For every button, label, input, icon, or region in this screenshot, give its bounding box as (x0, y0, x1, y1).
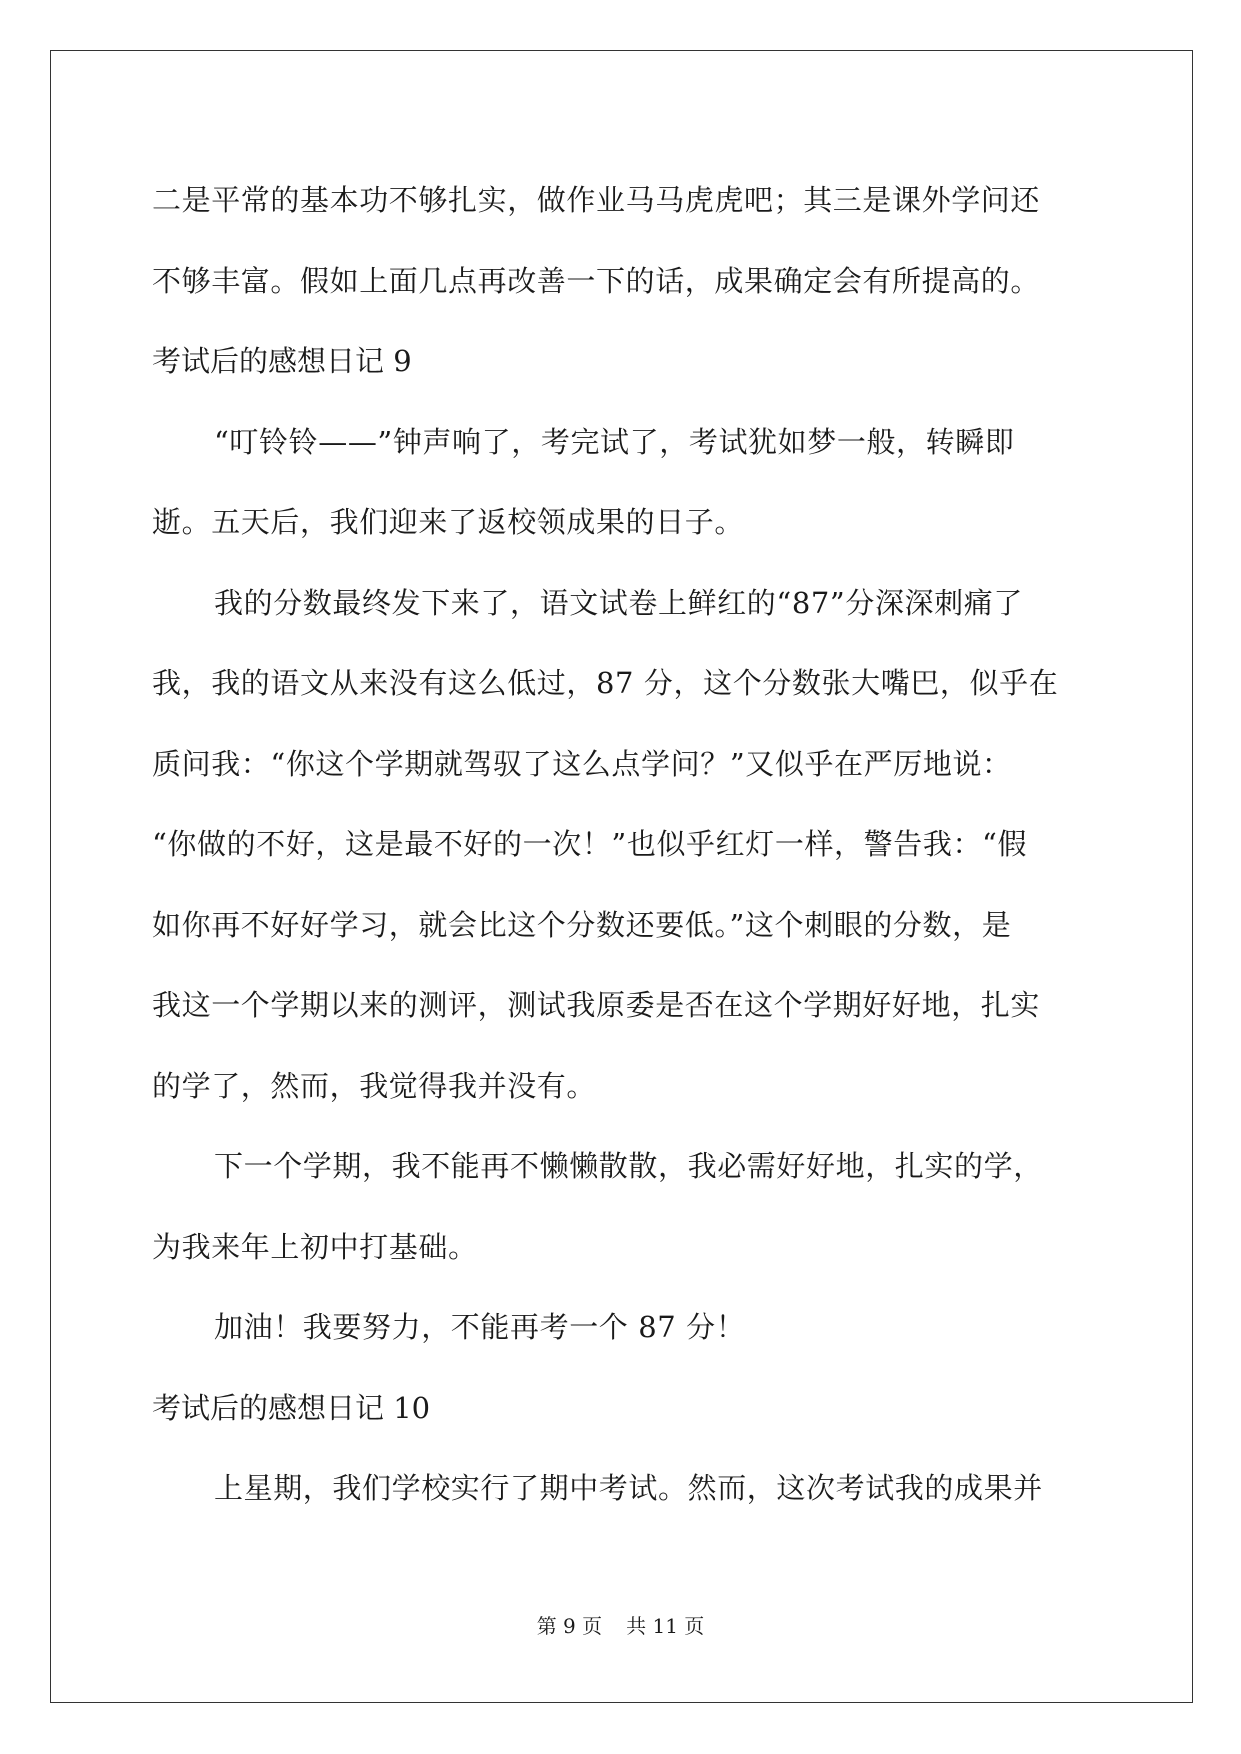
text-line: 我这一个学期以来的测评，测试我原委是否在这个学期好好地，扎实 (152, 988, 1041, 1022)
text-line: 为我来年上初中打基础。 (152, 1229, 478, 1264)
paragraph-first-line: 加油！我要努力，不能再考一个 87 分！ (214, 1310, 746, 1344)
paragraph-first-line: 我的分数最终发下来了，语文试卷上鲜红的“87”分深深刺痛了 (214, 585, 1023, 620)
text-line: “你做的不好，这是最不好的一次！”也似乎红灯一样，警告我：“假 (152, 827, 1028, 861)
paragraph-first-line: “叮铃铃——”钟声响了，考完试了，考试犹如梦一般，转瞬即 (214, 424, 1015, 459)
paragraph-first-line: 下一个学期，我不能再不懒懒散散，我必需好好地，扎实的学， (214, 1149, 1043, 1183)
text-line: 我，我的语文从来没有这么低过，87 分，这个分数张大嘴巴，似乎在 (152, 666, 1059, 700)
text-line: 质问我：“你这个学期就驾驭了这么点学问？”又似乎在严厉地说： (152, 746, 1012, 781)
section-heading: 考试后的感想日记 10 (152, 1390, 431, 1425)
paragraph-first-line: 上星期，我们学校实行了期中考试。然而，这次考试我的成果并 (214, 1471, 1043, 1505)
section-heading: 考试后的感想日记 9 (152, 344, 412, 378)
page-total: 共 11 页 (626, 1614, 705, 1638)
text-line: 二是平常的基本功不够扎实，做作业马马虎虎吧；其三是课外学问还 (152, 183, 1041, 217)
text-line: 不够丰富。假如上面几点再改善一下的话，成果确定会有所提高的。 (152, 263, 1041, 298)
document-body (152, 160, 1092, 1529)
text-line: 的学了，然而，我觉得我并没有。 (152, 1068, 597, 1103)
page-footer (0, 1614, 1241, 1638)
page-number: 第 9 页 (536, 1614, 603, 1638)
text-line: 逝。五天后，我们迎来了返校领成果的日子。 (152, 505, 745, 539)
text-line: 如你再不好好学习，就会比这个分数还要低。”这个刺眼的分数，是 (152, 907, 1012, 942)
